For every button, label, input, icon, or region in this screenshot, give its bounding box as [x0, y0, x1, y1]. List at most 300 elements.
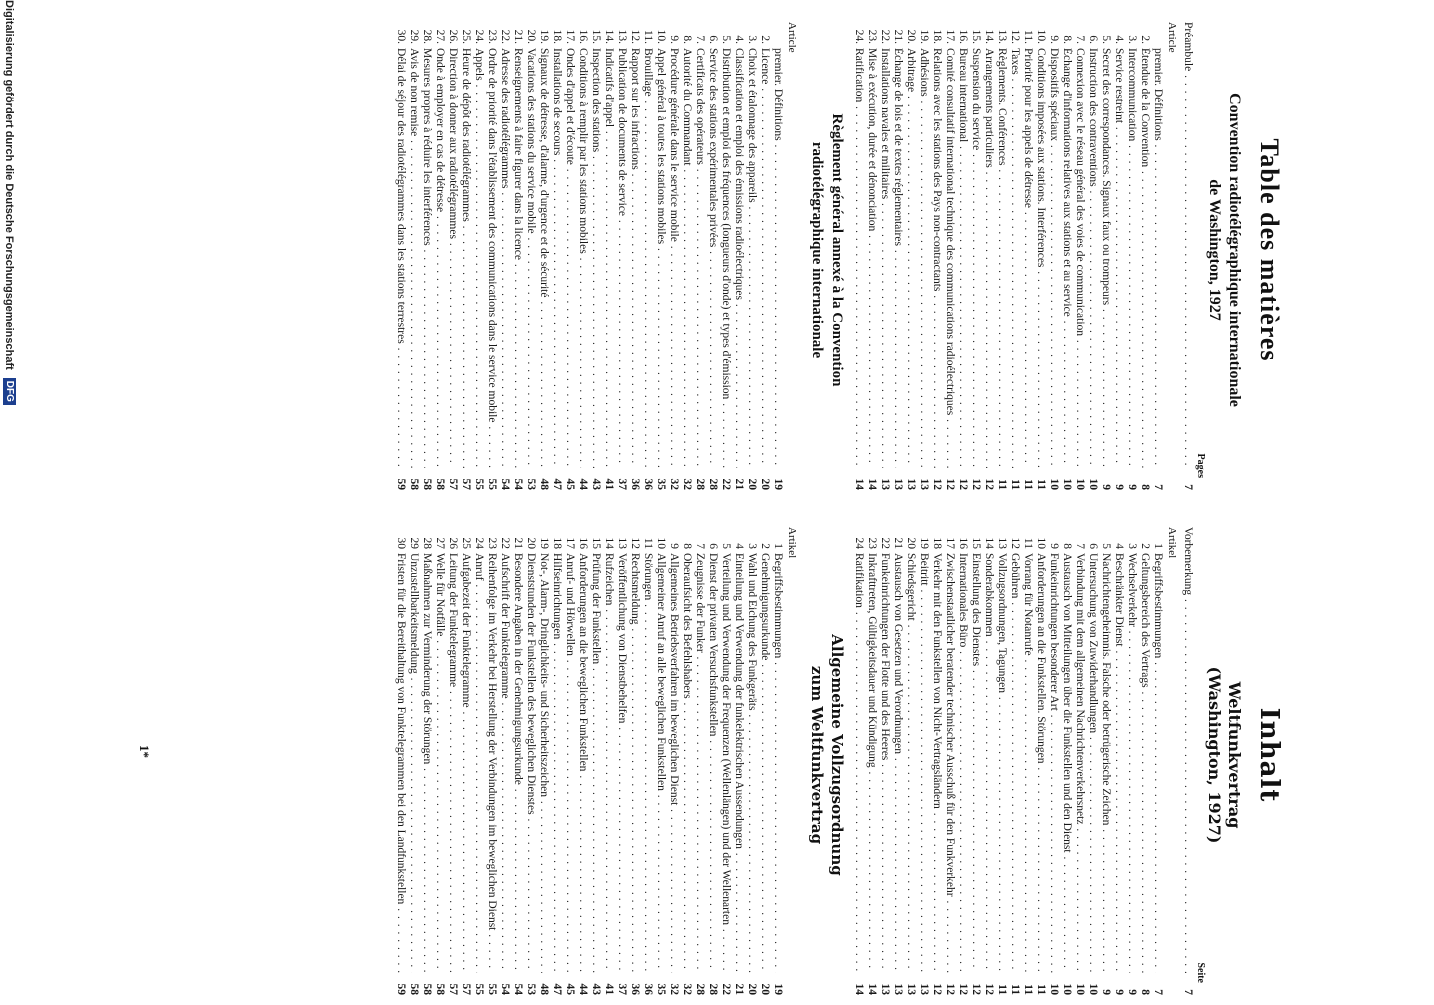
toc-entry-number: 3.: [1126, 35, 1138, 44]
toc-entry-text: Heure de dépôt des radiotélégrammes . . .: [459, 48, 472, 468]
toc-entry-page: 54: [512, 983, 524, 995]
toc-entry-page: 13: [892, 478, 904, 490]
toc-entry: [1073, 527, 1086, 995]
toc-entry-page: 12: [944, 478, 956, 490]
toc-entry-text: Arrangements particuliers . . .: [982, 48, 995, 468]
toc-entry-number: 11.: [642, 30, 654, 44]
toc-entry-text: Direction à donner aux radiotélégrammes . . .: [446, 48, 459, 468]
toc-entry-number: 4.: [733, 35, 745, 44]
toc-entry: [758, 527, 771, 995]
toc-entry-text: Délai de séjour des radiotélégrammes dans les stations terrestres . . .: [394, 48, 407, 468]
toc-entry-number: 25.: [460, 29, 472, 44]
toc-entry-number: 23.: [866, 29, 878, 44]
toc-entry-number: 5.: [1100, 35, 1112, 44]
toc-entry: [1021, 22, 1034, 490]
german-title: Inhalt: [1254, 707, 1284, 803]
toc-entry-text: Begriffsbestimmungen . . .: [771, 553, 784, 973]
toc-entry: [982, 22, 995, 490]
toc-entry-page: 10: [1048, 983, 1060, 995]
toc-entry: [693, 22, 706, 490]
toc-entry-number: 17: [944, 537, 956, 549]
french-article-label: Article: [1166, 22, 1178, 53]
toc-entry-page: 9: [1100, 484, 1112, 490]
toc-entry-number: 9.: [668, 35, 680, 44]
toc-entry-text: Ordre de priorité dans l'établissement des communications dans le service mobile . . .: [485, 48, 498, 468]
french-section-title-line2: radiotélégraphique internationale: [809, 141, 825, 359]
toc-entry-page: 20: [746, 983, 758, 995]
toc-entry-text: premier. Définitions . . .: [1151, 48, 1164, 468]
toc-entry: [615, 527, 628, 995]
toc-entry-page: 11: [1009, 479, 1021, 490]
toc-entry-number: 5: [1100, 543, 1112, 549]
toc-entry-number: 6.: [1087, 35, 1099, 44]
toc-entry: [1151, 22, 1164, 490]
toc-entry: [563, 527, 576, 995]
toc-entry: [943, 527, 956, 995]
toc-entry-text: Unzustellbarkeitsmeldung . . .: [407, 553, 420, 973]
toc-entry: [459, 527, 472, 995]
toc-entry-text: Rechtsmeldung . . .: [628, 553, 641, 973]
toc-entry-text: Renseignements à faire figurer dans la licence . . .: [511, 48, 524, 468]
toc-entry: [1086, 527, 1099, 995]
toc-entry-text: Indicatifs d'appel . . .: [602, 48, 615, 468]
toc-entry-page: 43: [590, 983, 602, 995]
toc-entry-number: 7: [694, 543, 706, 549]
toc-entry-text: Priorité pour les appels de détresse . . .: [1021, 48, 1034, 468]
toc-entry-text: Rapport sur les infractions . . .: [628, 48, 641, 468]
toc-entry-number: 23.: [486, 29, 498, 44]
toc-entry: [732, 527, 745, 995]
toc-entry-number: 24.: [473, 29, 485, 44]
toc-entry: [485, 22, 498, 490]
toc-entry-text: Gebühren . . .: [1008, 553, 1021, 973]
toc-entry-text: Rufzeichen . . .: [602, 553, 615, 973]
toc-entry-page: 10: [1061, 983, 1073, 995]
toc-entry-page: 36: [642, 983, 654, 995]
german-article-label-2: Artikel: [786, 527, 798, 559]
toc-entry-text: Anforderungen an die Funkstellen. Störungen . . .: [1034, 553, 1047, 973]
toc-entry-text: Beschränkter Dienst . . .: [1112, 553, 1125, 973]
toc-entry-page: 10: [1074, 478, 1086, 490]
toc-entry: [1099, 22, 1112, 490]
toc-entry-text: Adhésions . . .: [917, 48, 930, 468]
toc-entry: [1060, 527, 1073, 995]
toc-entry-text: Publication de documents de service . . .: [615, 48, 628, 468]
toc-entry-page: 7: [1152, 989, 1164, 995]
toc-entry: [1138, 527, 1151, 995]
toc-entry-page: 11: [1035, 984, 1047, 995]
french-title: Table des matières: [1255, 138, 1284, 362]
toc-entry: [956, 527, 969, 995]
toc-entry-page: 12: [931, 478, 943, 490]
toc-entry: [745, 527, 758, 995]
toc-entry-page: 19: [772, 478, 784, 490]
toc-entry: [995, 22, 1008, 490]
toc-entry-text: Bureau international . . .: [956, 48, 969, 468]
toc-entry-text: Internationales Büro . . .: [956, 553, 969, 973]
toc-entry: [667, 22, 680, 490]
footer: [3, 0, 16, 1000]
toc-entry-number: 12: [629, 537, 641, 549]
toc-entry-number: 15: [590, 537, 602, 549]
toc-entry-page: 54: [499, 983, 511, 995]
toc-entry: [524, 22, 537, 490]
toc-entry-page: 32: [681, 983, 693, 995]
toc-entry-page: 54: [499, 478, 511, 490]
toc-entry-number: 20.: [905, 29, 917, 44]
toc-entry-page: 44: [577, 983, 589, 995]
toc-entry-number: 8.: [681, 35, 693, 44]
toc-entry-number: 17: [564, 537, 576, 549]
toc-entry-number: 12.: [629, 29, 641, 44]
toc-entry-text: Taxes . . .: [1008, 48, 1021, 468]
toc-entry-text: Ondes d'appel et d'écoute . . .: [563, 48, 576, 468]
toc-entry-number: 3: [746, 543, 758, 549]
toc-entry: [680, 527, 693, 995]
toc-entry-number: 16: [577, 537, 589, 549]
toc-entry: [878, 22, 891, 490]
toc-entry-text: Zwischenstaatlicher beratender technischer Ausschuß für den Funkverkehr . . .: [943, 553, 956, 973]
toc-entry-text: Avis de non remise . . .: [407, 48, 420, 468]
toc-entry-page: 10: [1087, 478, 1099, 490]
toc-entry-number: 9: [668, 543, 680, 549]
toc-entry: [472, 527, 485, 995]
toc-entry-text: Appels . . .: [472, 48, 485, 468]
toc-entry: [407, 527, 420, 995]
toc-entry-page: 36: [629, 983, 641, 995]
toc-entry-page: 7: [1182, 484, 1194, 490]
toc-entry-number: 19: [538, 537, 550, 549]
toc-entry-text: Untersuchung von Zuwiderhandlungen . . .: [1086, 553, 1099, 973]
toc-entry: [758, 22, 771, 490]
toc-entry-number: 1: [772, 543, 784, 549]
toc-entry-text: Règlements. Conférences . . .: [995, 48, 1008, 468]
toc-entry-page: 22: [720, 478, 732, 490]
toc-entry: [1047, 527, 1060, 995]
toc-entry-text: Procédure générale dans le service mobile . . .: [667, 48, 680, 468]
toc-entry: [1034, 22, 1047, 490]
toc-entry-page: 12: [957, 983, 969, 995]
toc-entry-page: 28: [694, 983, 706, 995]
toc-entry-text: premier. Définitions . . .: [771, 48, 784, 468]
toc-entry-number: 2.: [1139, 35, 1151, 44]
toc-entry: [852, 22, 865, 490]
toc-entry-text: Vorbemerkung . . .: [1181, 527, 1194, 973]
toc-entry-page: 11: [1009, 984, 1021, 995]
toc-entry: [537, 22, 550, 490]
toc-entry: [446, 22, 459, 490]
french-preamble: [1181, 22, 1194, 490]
toc-entry-number: 10.: [655, 29, 667, 44]
toc-entry-page: 59: [395, 983, 407, 995]
toc-entry-number: 9: [1048, 543, 1060, 549]
toc-entry-number: [771, 22, 784, 44]
toc-entry-page: 11: [996, 984, 1008, 995]
toc-entry: [654, 527, 667, 995]
toc-entry-page: 12: [957, 478, 969, 490]
toc-entry-text: Allgemeines Betriebsverfahren im beweglichen Dienst . . .: [667, 553, 680, 973]
toc-entry-number: 7.: [694, 35, 706, 44]
toc-entry: [904, 527, 917, 995]
toc-entry-page: 12: [983, 983, 995, 995]
toc-entry: [891, 22, 904, 490]
toc-entry-page: 41: [603, 478, 615, 490]
toc-entry: [956, 22, 969, 490]
toc-entry-number: 4: [733, 543, 745, 549]
toc-entry-number: 10.: [1035, 29, 1047, 44]
toc-entry-number: 5: [720, 543, 732, 549]
toc-entry: [930, 22, 943, 490]
toc-entry: [1008, 527, 1021, 995]
toc-entry: [1181, 22, 1194, 490]
toc-entry-number: 29.: [408, 29, 420, 44]
toc-entry: [1073, 22, 1086, 490]
toc-entry-page: 58: [421, 983, 433, 995]
toc-entry: [550, 527, 563, 995]
toc-entry-number: 4.: [1113, 35, 1125, 44]
toc-entry-number: 11: [642, 537, 654, 549]
toc-entry-text: Vollzugsordnungen, Tagungen . . .: [995, 553, 1008, 973]
toc-entry: [745, 22, 758, 490]
toc-entry: [852, 527, 865, 995]
toc-entry-text: Fristen für die Bereithaltung von Funktelegrammen bei den Landfunkstellen . . .: [394, 553, 407, 973]
toc-entry-text: Appel général à toutes les stations mobiles . . .: [654, 48, 667, 468]
toc-entry-page: 20: [759, 983, 771, 995]
toc-entry: [1112, 22, 1125, 490]
toc-entry-text: Inkrafttreten, Gültigkeitsdauer und Kündigung . . .: [865, 553, 878, 973]
toc-entry-number: 19.: [918, 29, 930, 44]
toc-entry-number: 29: [408, 537, 420, 549]
toc-entry-number: 22: [499, 537, 511, 549]
toc-entry-page: 7: [1182, 989, 1194, 995]
toc-entry-text: Genehmigungsurkunde . . .: [758, 553, 771, 973]
toc-entry-page: 44: [577, 478, 589, 490]
toc-entry-number: 14.: [983, 29, 995, 44]
toc-entry-text: Mesures propres à réduire les interférences . . .: [420, 48, 433, 468]
toc-entry-text: Beitritt . . .: [917, 553, 930, 973]
toc-entry: [865, 22, 878, 490]
toc-entry-text: Austausch von Gesetzen und Verordnungen . . .: [891, 553, 904, 973]
toc-entry-number: 16.: [577, 29, 589, 44]
toc-entry-text: Suspension du service . . .: [969, 48, 982, 468]
toc-entry-text: Secret des correspondances. Signaux faux ou trompeurs . . .: [1099, 48, 1112, 468]
toc-entry-page: 37: [616, 983, 628, 995]
toc-entry-number: 19.: [538, 29, 550, 44]
toc-entry-number: 21.: [892, 29, 904, 44]
toc-entry-text: Adresse des radiotélégrammes . . .: [498, 48, 511, 468]
toc-entry-number: 6: [707, 543, 719, 549]
toc-entry: [641, 22, 654, 490]
toc-entry-number: 6.: [707, 35, 719, 44]
german-section-title-line1: Allgemeine Vollzugsordnung: [828, 634, 846, 876]
toc-entry-text: Étendue de la Convention . . .: [1138, 48, 1151, 468]
toc-entry: [930, 527, 943, 995]
toc-entry-page: 48: [538, 983, 550, 995]
toc-entry-number: [1151, 22, 1164, 44]
toc-entry-number: 30: [395, 537, 407, 549]
toc-entry-text: Veröffentlichung von Dienstbehelfen . . .: [615, 553, 628, 973]
toc-entry-text: Signaux de détresse, d'alarme, d'urgence et de sécurité . . .: [537, 48, 550, 468]
toc-entry: [1099, 527, 1112, 995]
page-number: 1*: [137, 745, 152, 758]
toc-entry-page: 48: [538, 478, 550, 490]
toc-entry-number: 16.: [957, 29, 969, 44]
toc-entry-page: 9: [1100, 989, 1112, 995]
french-section-title-line1: Règlement général annexé à la Convention: [829, 113, 845, 387]
toc-entry-text: Comité consultatif international technique des communications radioélectriques . . .: [943, 48, 956, 468]
german-preamble: [1181, 527, 1194, 995]
toc-entry-page: 9: [1113, 484, 1125, 490]
toc-entry: [969, 527, 982, 995]
toc-entry: [693, 527, 706, 995]
german-subtitle-line2: (Washington, 1927): [1205, 666, 1224, 844]
french-reglement-list: [394, 22, 784, 490]
toc-entry: [706, 527, 719, 995]
toc-entry: [1138, 22, 1151, 490]
toc-entry-page: 41: [603, 983, 615, 995]
toc-entry: [1125, 22, 1138, 490]
french-article-label-2: Article: [786, 22, 798, 53]
toc-entry-text: Relations avec les stations des Pays non-contractants . . .: [930, 48, 943, 468]
toc-entry: [511, 527, 524, 995]
toc-entry-number: 20: [905, 537, 917, 549]
toc-entry-page: 8: [1139, 989, 1151, 995]
toc-entry-page: 36: [629, 478, 641, 490]
toc-entry-number: 11.: [1022, 30, 1034, 44]
toc-entry: [498, 22, 511, 490]
toc-entry: [602, 527, 615, 995]
toc-entry-page: 32: [668, 983, 680, 995]
toc-entry-text: Anforderungen an die beweglichen Funkstellen . . .: [576, 553, 589, 973]
toc-entry: [878, 527, 891, 995]
toc-entry-page: 53: [525, 983, 537, 995]
toc-entry-number: 2: [1139, 543, 1151, 549]
toc-entry-text: Ratification . . .: [852, 48, 865, 468]
toc-entry: [771, 527, 784, 995]
toc-entry-number: 27: [434, 537, 446, 549]
toc-entry-text: Installations de secours . . .: [550, 48, 563, 468]
toc-entry: [420, 527, 433, 995]
toc-entry-text: Anruf- und Hörwellen . . .: [563, 553, 576, 973]
toc-entry: [771, 22, 784, 490]
german-article-label: Artikel: [1166, 527, 1178, 559]
toc-entry-text: Distribution et emploi des fréquences (longueurs d'onde) et types d'émission . . .: [719, 48, 732, 468]
german-subtitle-line1: Weltfunkvertrag: [1225, 681, 1244, 829]
toc-entry-text: Störungen . . .: [641, 553, 654, 973]
toc-entry-page: 57: [460, 983, 472, 995]
toc-entry-page: 12: [944, 983, 956, 995]
toc-entry-page: 57: [447, 983, 459, 995]
toc-entry-text: Zeugnisse der Funker . . .: [693, 553, 706, 973]
toc-entry-number: 23: [866, 537, 878, 549]
toc-entry: [563, 22, 576, 490]
toc-entry-text: Wahl und Eichung des Funkgeräts . . .: [745, 553, 758, 973]
toc-entry-page: 13: [918, 983, 930, 995]
toc-entry: [706, 22, 719, 490]
toc-entry-page: 19: [772, 983, 784, 995]
toc-entry-number: 15.: [590, 29, 602, 44]
toc-entry-text: Anruf . . .: [472, 553, 485, 973]
toc-entry-number: 24: [853, 537, 865, 549]
toc-entry: [982, 527, 995, 995]
toc-entry: [891, 527, 904, 995]
toc-entry-number: 25: [460, 537, 472, 549]
toc-entry: [589, 527, 602, 995]
toc-entry-number: 9.: [1048, 35, 1060, 44]
toc-entry-page: 9: [1113, 989, 1125, 995]
toc-entry-number: 7.: [1074, 35, 1086, 44]
toc-entry-text: Échange de lois et de textes réglementaires . . .: [891, 48, 904, 468]
footer-text: Digitalisierung gefördert durch die Deutsche Forschungsgemeinschaft: [3, 0, 16, 370]
toc-entry-text: Licence . . .: [758, 48, 771, 468]
toc-entry: [615, 22, 628, 490]
toc-entry-page: 9: [1126, 989, 1138, 995]
toc-entry-page: 58: [408, 983, 420, 995]
toc-entry-text: Certificats des opérateurs . . .: [693, 48, 706, 468]
toc-entry-page: 14: [853, 983, 865, 995]
toc-entry: [628, 527, 641, 995]
toc-entry: [719, 527, 732, 995]
toc-entry-page: 11: [1022, 984, 1034, 995]
toc-entry-page: 21: [733, 983, 745, 995]
toc-entry-text: Brouillage . . .: [641, 48, 654, 468]
toc-entry: [407, 22, 420, 490]
toc-entry-number: 18: [551, 537, 563, 549]
french-subtitle-line2: de Washington, 1927: [1206, 179, 1223, 321]
toc-entry: [654, 22, 667, 490]
toc-entry-page: 9: [1126, 484, 1138, 490]
toc-entry-page: 59: [395, 478, 407, 490]
french-pages-label: Pages: [1195, 453, 1206, 478]
toc-entry-number: 3.: [746, 35, 758, 44]
toc-entry: [1047, 22, 1060, 490]
toc-entry-page: 57: [460, 478, 472, 490]
toc-entry-page: 58: [434, 983, 446, 995]
toc-entry: [1008, 22, 1021, 490]
toc-entry-number: 6: [1087, 543, 1099, 549]
toc-entry-number: 8: [681, 543, 693, 549]
toc-entry-number: 10: [655, 537, 667, 549]
toc-entry-number: 28.: [421, 29, 433, 44]
toc-entry-page: 58: [434, 478, 446, 490]
toc-entry-page: 58: [408, 478, 420, 490]
toc-entry-page: 11: [1022, 479, 1034, 490]
toc-entry-number: 17.: [944, 29, 956, 44]
toc-entry-text: Geltungsbereich des Vertrags . . .: [1138, 553, 1151, 973]
toc-entry-text: Maßnahmen zur Verminderung der Störungen . . .: [420, 553, 433, 973]
toc-entry-text: Préambule . . .: [1181, 22, 1194, 468]
toc-entry-text: Intercommunication . . .: [1125, 48, 1138, 468]
toc-entry: [472, 22, 485, 490]
toc-entry: [719, 22, 732, 490]
toc-entry-page: 58: [421, 478, 433, 490]
toc-entry-text: Classification et emploi des émissions radioélectriques . . .: [732, 48, 745, 468]
toc-entry-number: 22.: [879, 29, 891, 44]
toc-entry: [865, 527, 878, 995]
toc-entry-text: Arbitrage . . .: [904, 48, 917, 468]
toc-entry-page: 43: [590, 478, 602, 490]
toc-entry-number: 26.: [447, 29, 459, 44]
toc-entry-page: 55: [486, 983, 498, 995]
toc-entry-page: 12: [970, 983, 982, 995]
german-convention-list: [852, 527, 1164, 995]
toc-entry-text: Choix et étalonnage des appareils . . .: [745, 48, 758, 468]
toc-entry-text: Dienststunden der Funkstellen des beweglichen Dienstes . . .: [524, 553, 537, 973]
toc-entry-text: Installations navales et militaires . . .: [878, 48, 891, 468]
toc-entry-page: 53: [525, 478, 537, 490]
german-section-title-line2: zum Weltfunkvertrag: [808, 665, 826, 845]
toc-entry-text: Not-, Alarm-, Dringlichkeits- und Sicherheitszeichen . . .: [537, 553, 550, 973]
